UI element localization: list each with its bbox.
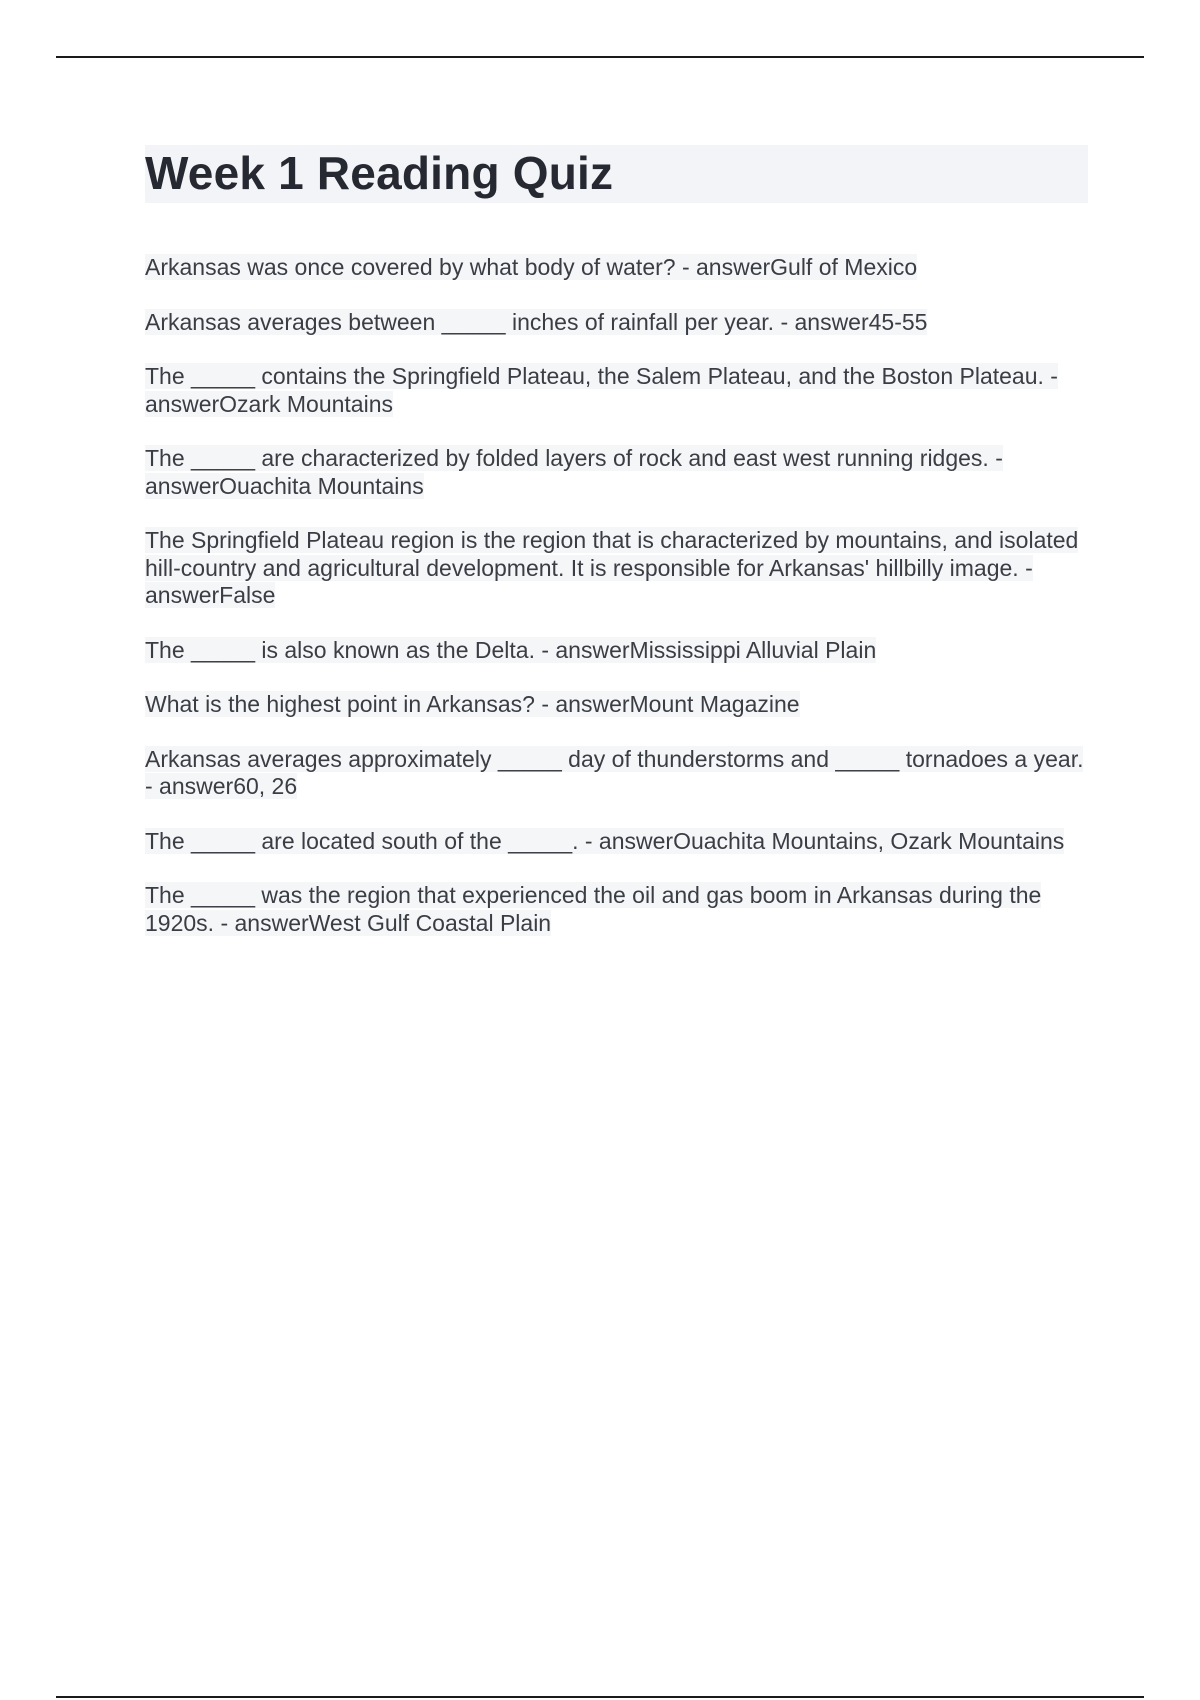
qa-item-7 <box>145 691 1085 719</box>
qa-text: Arkansas was once covered by what body of water? - answerGulf of Mexico <box>145 254 918 280</box>
qa-text: What is the highest point in Arkansas? - answerMount Magazine <box>145 691 800 717</box>
top-rule <box>56 56 1144 58</box>
qa-item-10 <box>145 882 1085 937</box>
qa-text: The _____ are characterized by folded layers of rock and east west running ridges. - answerOuachita Mountains <box>145 445 1003 499</box>
qa-text: The _____ contains the Springfield Plateau, the Salem Plateau, and the Boston Plateau. - answerOzark Mountains <box>145 363 1058 417</box>
qa-text: Arkansas averages approximately _____ day of thunderstorms and _____ tornadoes a year. - answer60, 26 <box>145 745 1084 799</box>
qa-item-6 <box>145 637 1085 665</box>
page-title: Week 1 Reading Quiz <box>145 147 614 199</box>
qa-text: The _____ is also known as the Delta. - answerMississippi Alluvial Plain <box>145 636 877 663</box>
qa-item-5 <box>145 527 1085 610</box>
question-answer-list <box>145 254 1085 964</box>
qa-item-3 <box>145 363 1085 418</box>
qa-text: The _____ was the region that experienced the oil and gas boom in Arkansas during the 1920s. - answerWest Gulf Coastal Plain <box>145 882 1042 936</box>
qa-item-4 <box>145 445 1085 500</box>
qa-text: Arkansas averages between _____ inches of rainfall per year. - answer45-55 <box>145 308 928 335</box>
qa-item-9 <box>145 828 1085 856</box>
qa-item-8 <box>145 746 1085 801</box>
bottom-rule <box>56 1696 1144 1698</box>
qa-text: The _____ are located south of the _____. - answerOuachita Mountains, Ozark Mountains <box>145 827 1065 854</box>
qa-item-2 <box>145 309 1085 337</box>
qa-text: The Springfield Plateau region is the region that is characterized by mountains, and isolated hill-country and agricultural development. It is responsible for Arkansas' hillbilly image. - answerFalse <box>145 527 1079 608</box>
qa-item-1 <box>145 254 1085 282</box>
